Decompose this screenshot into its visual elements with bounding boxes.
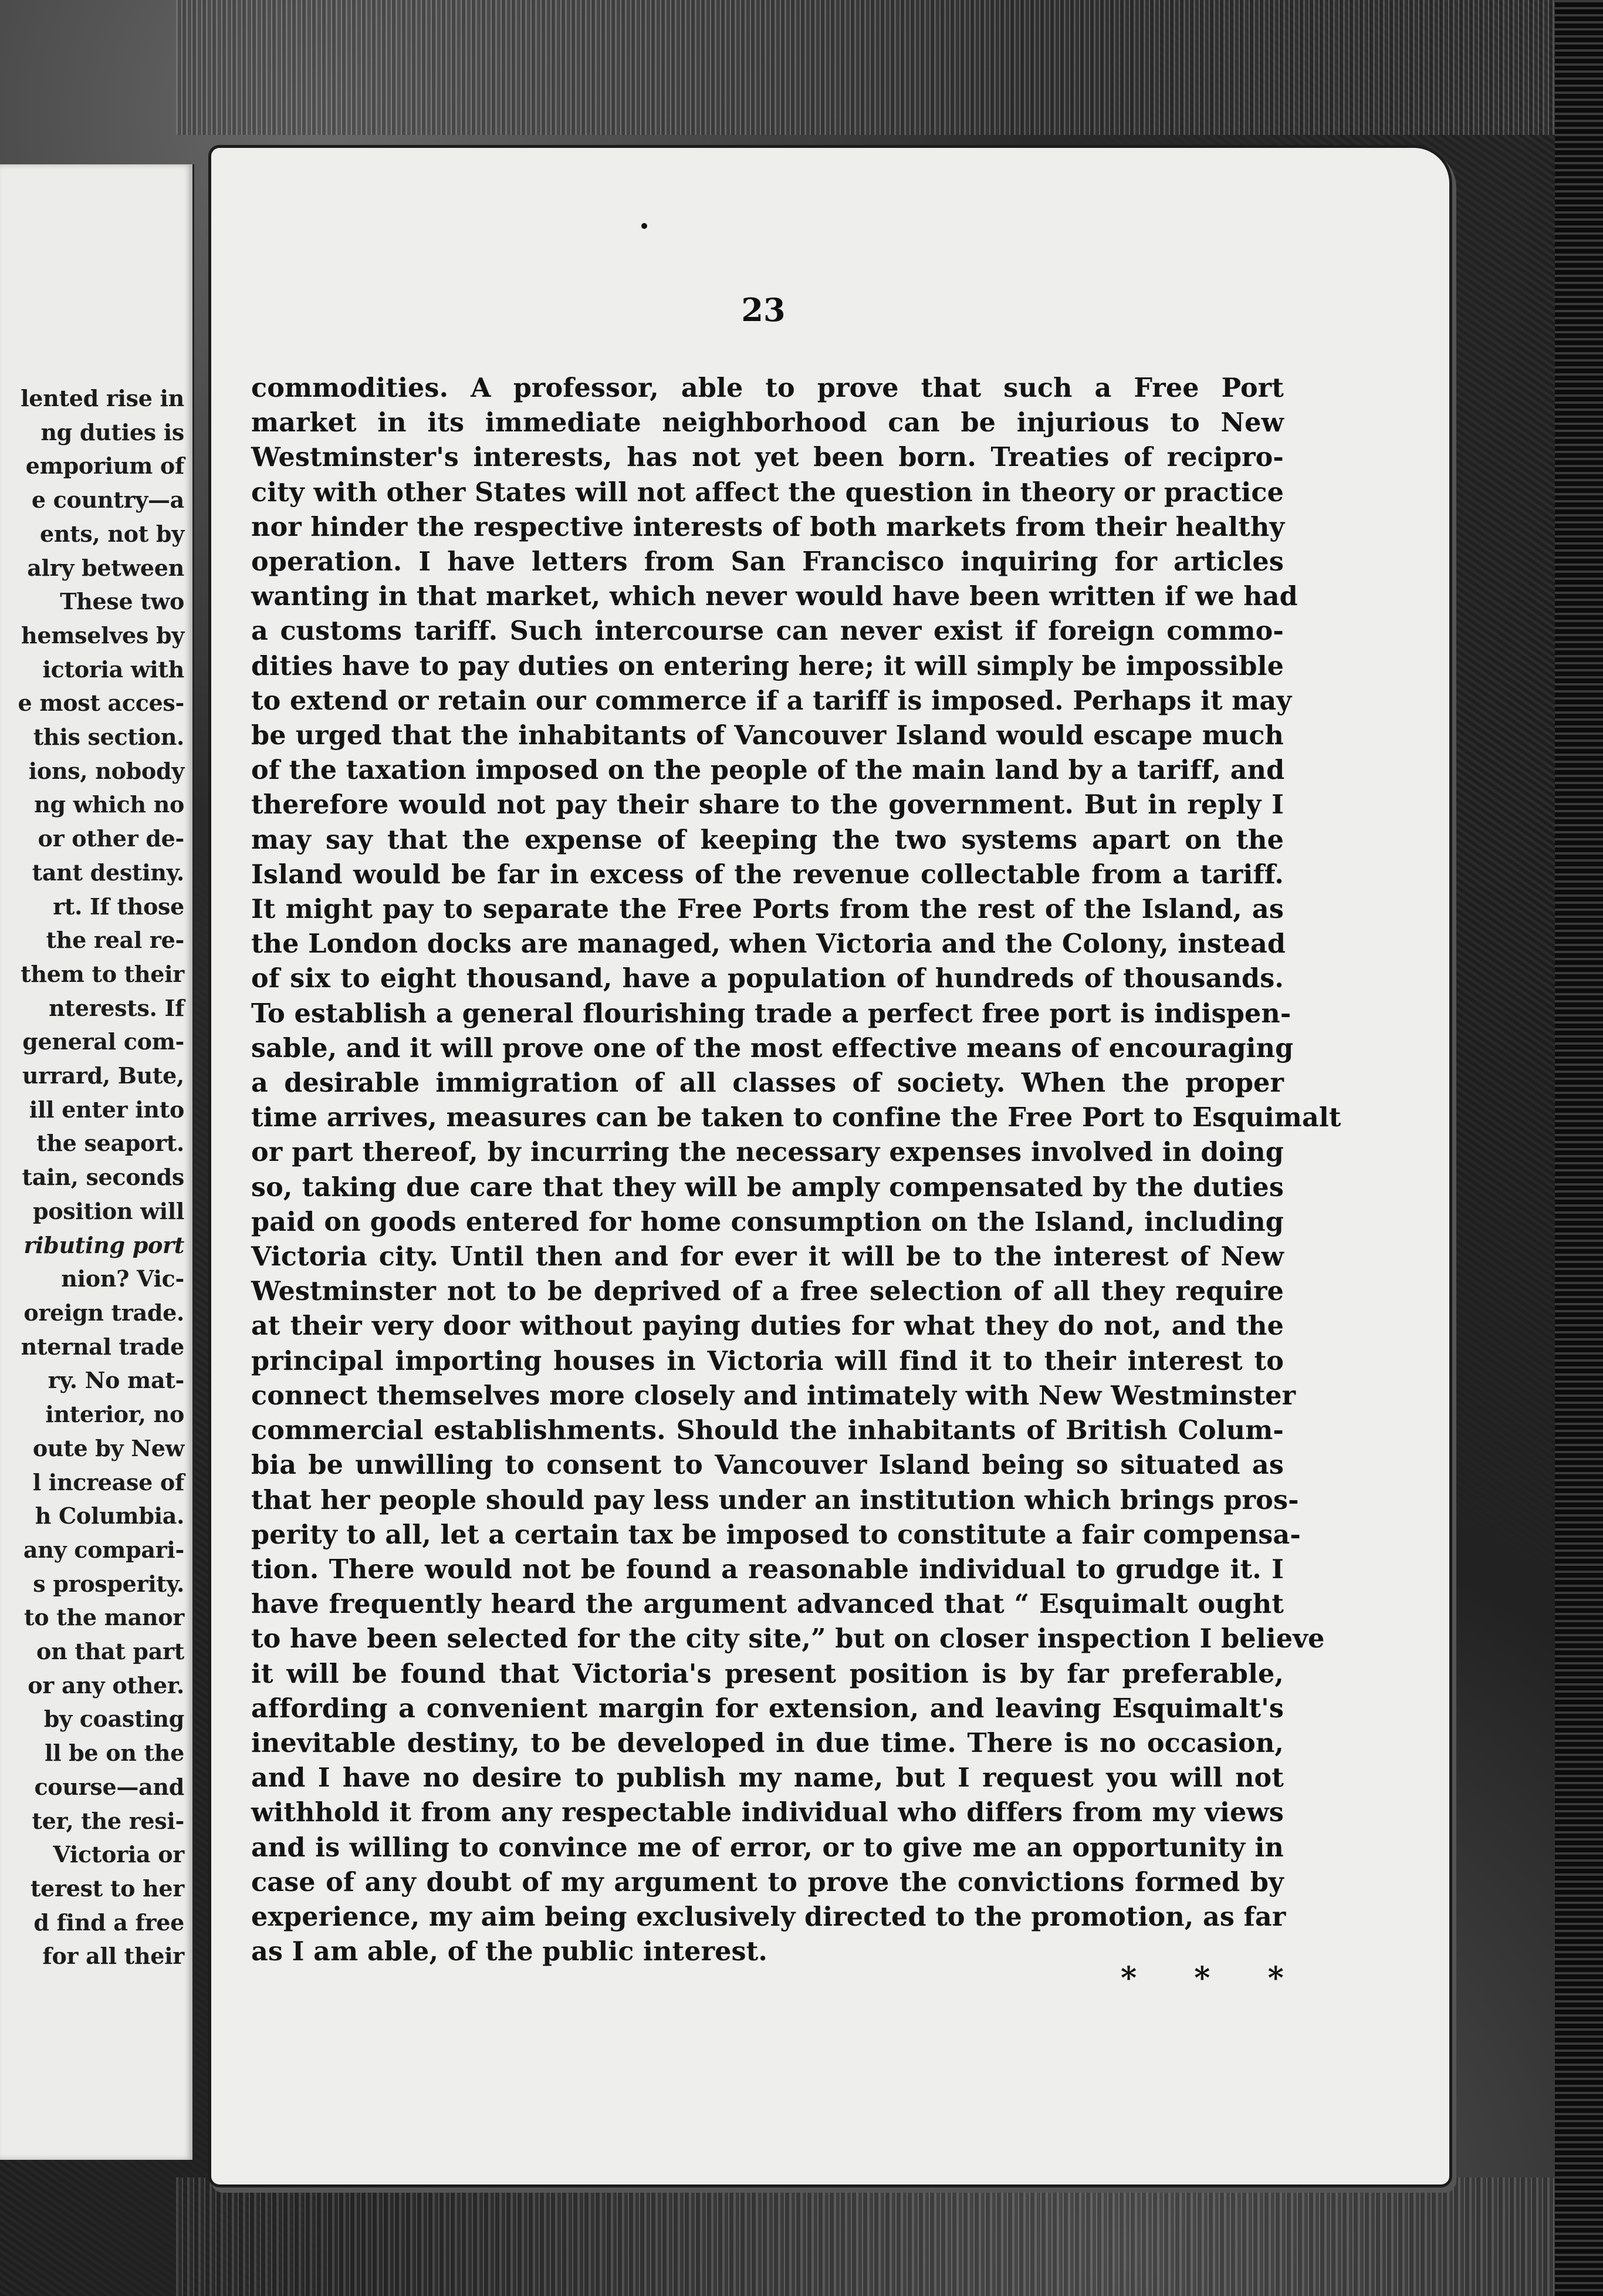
previous-page-line: any compari- [23, 1536, 184, 1563]
previous-page-line: Victoria or [53, 1841, 184, 1868]
text-line: a desirable immigration of all classes of society. When the proper [251, 1068, 1284, 1099]
previous-page-line: e most acces- [18, 690, 184, 717]
text-line: wanting in that market, which never would have been written if we had [251, 581, 1298, 612]
previous-page-line: ributing port [23, 1231, 184, 1258]
previous-page-line: ng which no [34, 791, 184, 818]
previous-page-line: the seaport. [36, 1130, 184, 1157]
previous-page-line: hemselves by [21, 622, 184, 649]
scan-noise-bottom [176, 2177, 1603, 2296]
text-line: market in its immediate neighborhood can be injurious to New [251, 407, 1284, 438]
text-line: operation. I have letters from San Francisco inquiring for articles [251, 546, 1284, 578]
page-number: 23 [741, 291, 786, 329]
text-line: may say that the expense of keeping the two systems apart on the [251, 824, 1284, 855]
previous-page-line: These two [60, 588, 184, 615]
text-line: It might pay to separate the Free Ports from the rest of the Island, as [251, 894, 1284, 925]
text-line: perity to all, let a certain tax be imposed to constitute a fair compensa- [251, 1519, 1301, 1550]
text-line: connect themselves more closely and intimately with New Westminster [251, 1380, 1296, 1411]
text-line: time arrives, measures can be taken to confine the Free Port to Esquimalt [251, 1102, 1341, 1133]
previous-page-line: to the manor [24, 1604, 184, 1631]
text-line: the London docks are managed, when Victoria and the Colony, instead [251, 928, 1286, 960]
scan-noise-top [176, 0, 1603, 135]
text-line: a customs tariff. Such intercourse can never exist if foreign commo- [251, 616, 1284, 647]
text-line: be urged that the inhabitants of Vancouver Island would escape much [251, 720, 1284, 751]
text-line: affording a convenient margin for extension, and leaving Esquimalt's [251, 1693, 1284, 1724]
previous-page-line: oute by New [32, 1434, 184, 1461]
scan-edge-right [1555, 0, 1603, 2296]
previous-page-line: the real re- [46, 927, 184, 954]
text-line: Westminster's interests, has not yet been born. Treaties of recipro- [251, 442, 1284, 473]
text-line: it will be found that Victoria's present position is by far preferable, [251, 1658, 1284, 1689]
previous-page-line: interior, no [45, 1401, 184, 1428]
previous-page-line: by coasting [43, 1706, 184, 1733]
previous-page-line: this section. [33, 724, 184, 751]
previous-page-line: nternal trade [21, 1333, 184, 1360]
text-line: commodities. A professor, able to prove that such a Free Port [251, 373, 1284, 403]
text-line: of six to eight thousand, have a population of hundreds of thousands. [251, 963, 1284, 994]
previous-page-line: s prosperity. [33, 1570, 184, 1597]
text-line: To establish a general flourishing trade a perfect free port is indispen- [251, 998, 1291, 1029]
previous-page-line: terest to her [30, 1875, 184, 1902]
text-line: as I am able, of the public interest. [251, 1936, 767, 1967]
previous-page-line: or other de- [38, 825, 184, 852]
text-line: bia be unwilling to consent to Vancouver Island being so situated as [251, 1450, 1284, 1481]
previous-page-line: tain, seconds [22, 1164, 184, 1191]
text-line: Victoria city. Until then and for ever it will be to the interest of New [251, 1241, 1284, 1272]
previous-page-line: d find a free [33, 1909, 184, 1936]
previous-page-line: them to their [21, 960, 184, 987]
text-line: city with other States will not affect the question in theory or practice [251, 477, 1284, 508]
previous-page-line: or any other. [28, 1672, 184, 1699]
previous-page-line: ictoria with [42, 656, 184, 683]
text-line: case of any doubt of my argument to prove the convictions formed by [251, 1866, 1284, 1897]
text-line: have frequently heard the argument advanced that “ Esquimalt ought [251, 1589, 1284, 1620]
previous-page-fragment [0, 164, 194, 2160]
previous-page-line: ry. No mat- [48, 1367, 184, 1394]
previous-page-line: oreign trade. [23, 1299, 184, 1326]
previous-page-line: l increase of [32, 1468, 184, 1495]
previous-page-line: ill enter into [29, 1096, 184, 1123]
text-line: therefore would not pay their share to the government. But in reply I [251, 789, 1284, 821]
text-line: paid on goods entered for home consumption on the Island, including [251, 1206, 1284, 1237]
page-body-text [251, 371, 1341, 1969]
text-line: Westminster not to be deprived of a free selection of all they require [251, 1276, 1284, 1307]
previous-page-line: tant destiny. [32, 859, 184, 886]
text-line: nor hinder the respective interests of both markets from their healthy [251, 511, 1285, 542]
previous-page-line: for all their [42, 1943, 184, 1970]
text-line: Island would be far in excess of the revenue collectable from a tariff. [251, 859, 1284, 890]
text-line: dities have to pay duties on entering here; it will simply be impossible [251, 650, 1284, 681]
section-ornament: * * * [1121, 1960, 1307, 1996]
previous-page-line: ng duties is [40, 418, 184, 445]
text-line: tion. There would not be found a reasonable individual to grudge it. I [251, 1554, 1284, 1585]
previous-page-line: on that part [36, 1638, 184, 1665]
previous-page-line: ents, not by [39, 520, 184, 547]
previous-page-line: alry between [27, 554, 184, 581]
text-line: at their very door without paying duties for what they do not, and the [251, 1311, 1284, 1342]
previous-page-line: e country—a [31, 487, 184, 514]
text-line: so, taking due care that they will be amply compensated by the duties [251, 1171, 1284, 1203]
previous-page-line: emporium of [25, 453, 184, 480]
text-line: and is willing to convince me of error, or to give me an opportunity in [251, 1832, 1284, 1863]
text-line: withhold it from any respectable individual who differs from my views [251, 1797, 1284, 1828]
text-line: experience, my aim being exclusively directed to the promotion, as far [251, 1901, 1286, 1932]
ink-dot [641, 223, 647, 229]
previous-page-line: ter, the resi- [32, 1807, 184, 1834]
previous-page-line: nterests. If [49, 994, 184, 1021]
previous-page-line: rt. If those [53, 893, 184, 920]
previous-page-text [0, 381, 184, 1973]
text-line: principal importing houses in Victoria will find it to their interest to [251, 1345, 1284, 1376]
previous-page-line: course—and [34, 1773, 184, 1800]
previous-page-line: ions, nobody [28, 757, 184, 784]
text-line: that her people should pay less under an institution which brings pros- [251, 1484, 1299, 1515]
text-line: inevitable destiny, to be developed in due time. There is no occasion, [251, 1727, 1284, 1758]
previous-page-line: general com- [22, 1028, 184, 1055]
text-line: of the taxation imposed on the people of the main land by a tariff, and [251, 755, 1285, 786]
previous-page-line: ll be on the [44, 1740, 184, 1767]
previous-page-line: position will [32, 1197, 184, 1224]
previous-page-line: lented rise in [21, 385, 184, 411]
previous-page-line: nion? Vic- [61, 1265, 184, 1292]
text-line: to extend or retain our commerce if a tariff is imposed. Perhaps it may [251, 685, 1292, 716]
text-line: commercial establishments. Should the inhabitants of British Colum- [251, 1415, 1284, 1446]
previous-page-line: h Columbia. [35, 1502, 184, 1529]
text-line: to have been selected for the city site,” but on closer inspection I believe [251, 1623, 1325, 1655]
text-line: or part thereof, by incurring the necessary expenses involved in doing [251, 1137, 1284, 1168]
text-line: and I have no desire to publish my name, but I request you will not [251, 1762, 1284, 1794]
text-line: sable, and it will prove one of the most effective means of encouraging [251, 1032, 1294, 1063]
previous-page-line: urrard, Bute, [22, 1062, 184, 1089]
